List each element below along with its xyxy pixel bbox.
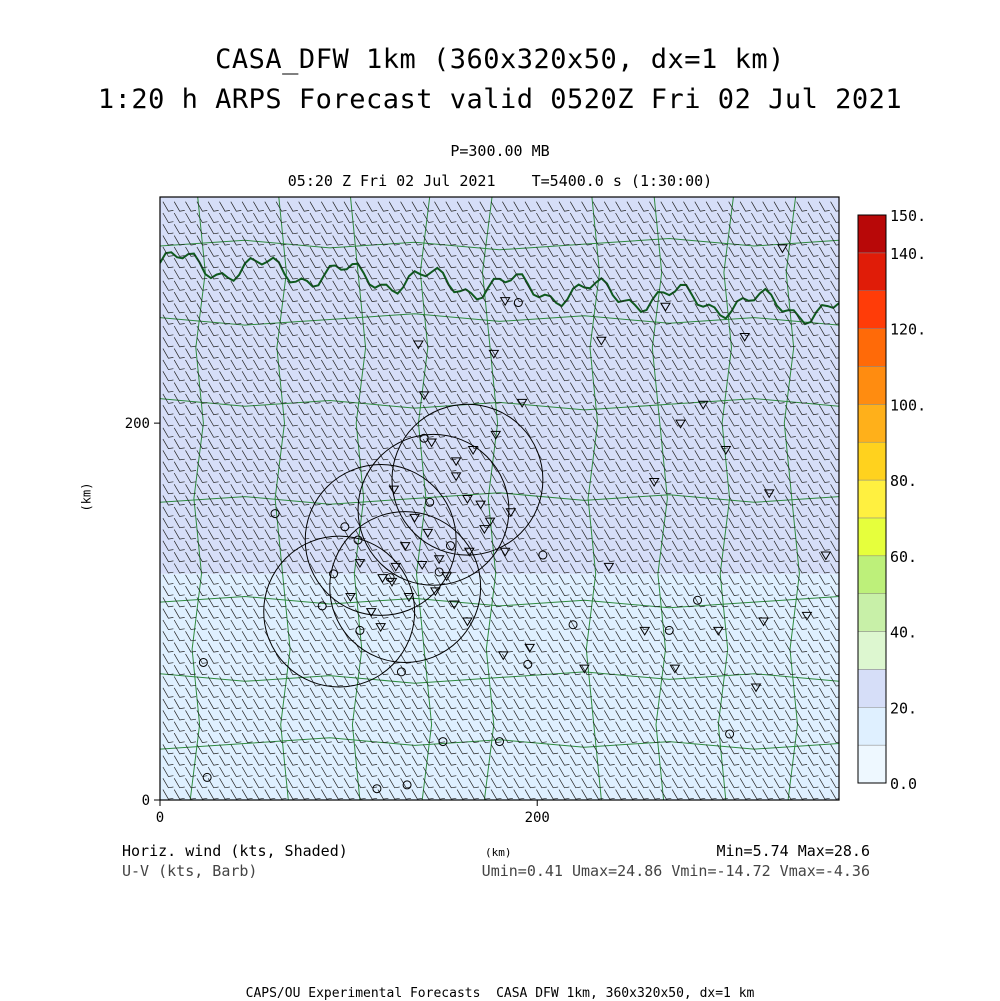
- colorbar-bin: [858, 632, 886, 670]
- colorbar-tick-label: 60.: [890, 547, 918, 566]
- footer-min-max: Min=5.74 Max=28.6: [716, 842, 870, 860]
- footer-credit: CAPS/OU Experimental Forecasts CASA DFW 1km, 360x320x50, dx=1 km: [245, 986, 755, 1001]
- colorbar-bin: [858, 518, 886, 556]
- colorbar-bin: [858, 253, 886, 291]
- time-label: 05:20 Z Fri 02 Jul 2021 T=5400.0 s (1:30:00): [287, 172, 713, 190]
- colorbar-bin: [858, 594, 886, 632]
- colorbar-bin: [858, 707, 886, 745]
- footer-field-label: Horiz. wind (kts, Shaded): [122, 842, 348, 860]
- colorbar-tick-label: 80.: [890, 472, 918, 491]
- colorbar-bin: [858, 745, 886, 783]
- level-label: P=300.00 MB: [450, 142, 550, 160]
- shade-region-south: [160, 574, 839, 800]
- colorbar-bin: [858, 404, 886, 442]
- colorbar-bin: [858, 329, 886, 367]
- colorbar-bin: [858, 291, 886, 329]
- colorbar-bin: [858, 480, 886, 518]
- colorbar-tick-label: 140.: [890, 244, 927, 263]
- colorbar-tick-label: 120.: [890, 320, 927, 339]
- footer-uv-range: Umin=0.41 Umax=24.86 Vmin=-14.72 Vmax=-4.36: [481, 862, 870, 880]
- shade-region-middle: [160, 367, 839, 574]
- chart-subtitle: 1:20 h ARPS Forecast valid 0520Z Fri 02 Jul 2021: [97, 84, 903, 115]
- y-tick-label: 0: [141, 793, 150, 809]
- colorbar-bin: [858, 215, 886, 253]
- y-tick-label: 200: [124, 416, 150, 433]
- chart-title: CASA_DFW 1km (360x320x50, dx=1 km): [215, 44, 785, 75]
- colorbar-tick-label: 0.0: [890, 775, 918, 793]
- footer-barb-label: U-V (kts, Barb): [122, 862, 258, 880]
- colorbar: [858, 207, 926, 793]
- colorbar-bin: [858, 366, 886, 404]
- colorbar-tick-label: 150.: [890, 207, 927, 225]
- colorbar-tick-label: 20.: [890, 699, 918, 718]
- y-axis-label: (km): [79, 482, 94, 512]
- colorbar-bin: [858, 442, 886, 480]
- colorbar-bin: [858, 669, 886, 707]
- colorbar-tick-label: 40.: [890, 623, 918, 642]
- x-tick-label: 200: [524, 810, 550, 826]
- colorbar-tick-label: 100.: [890, 396, 927, 415]
- x-tick-label: 0: [155, 810, 165, 826]
- colorbar-bin: [858, 556, 886, 594]
- x-axis-label: (km): [485, 846, 512, 859]
- shade-region-north: [160, 197, 839, 367]
